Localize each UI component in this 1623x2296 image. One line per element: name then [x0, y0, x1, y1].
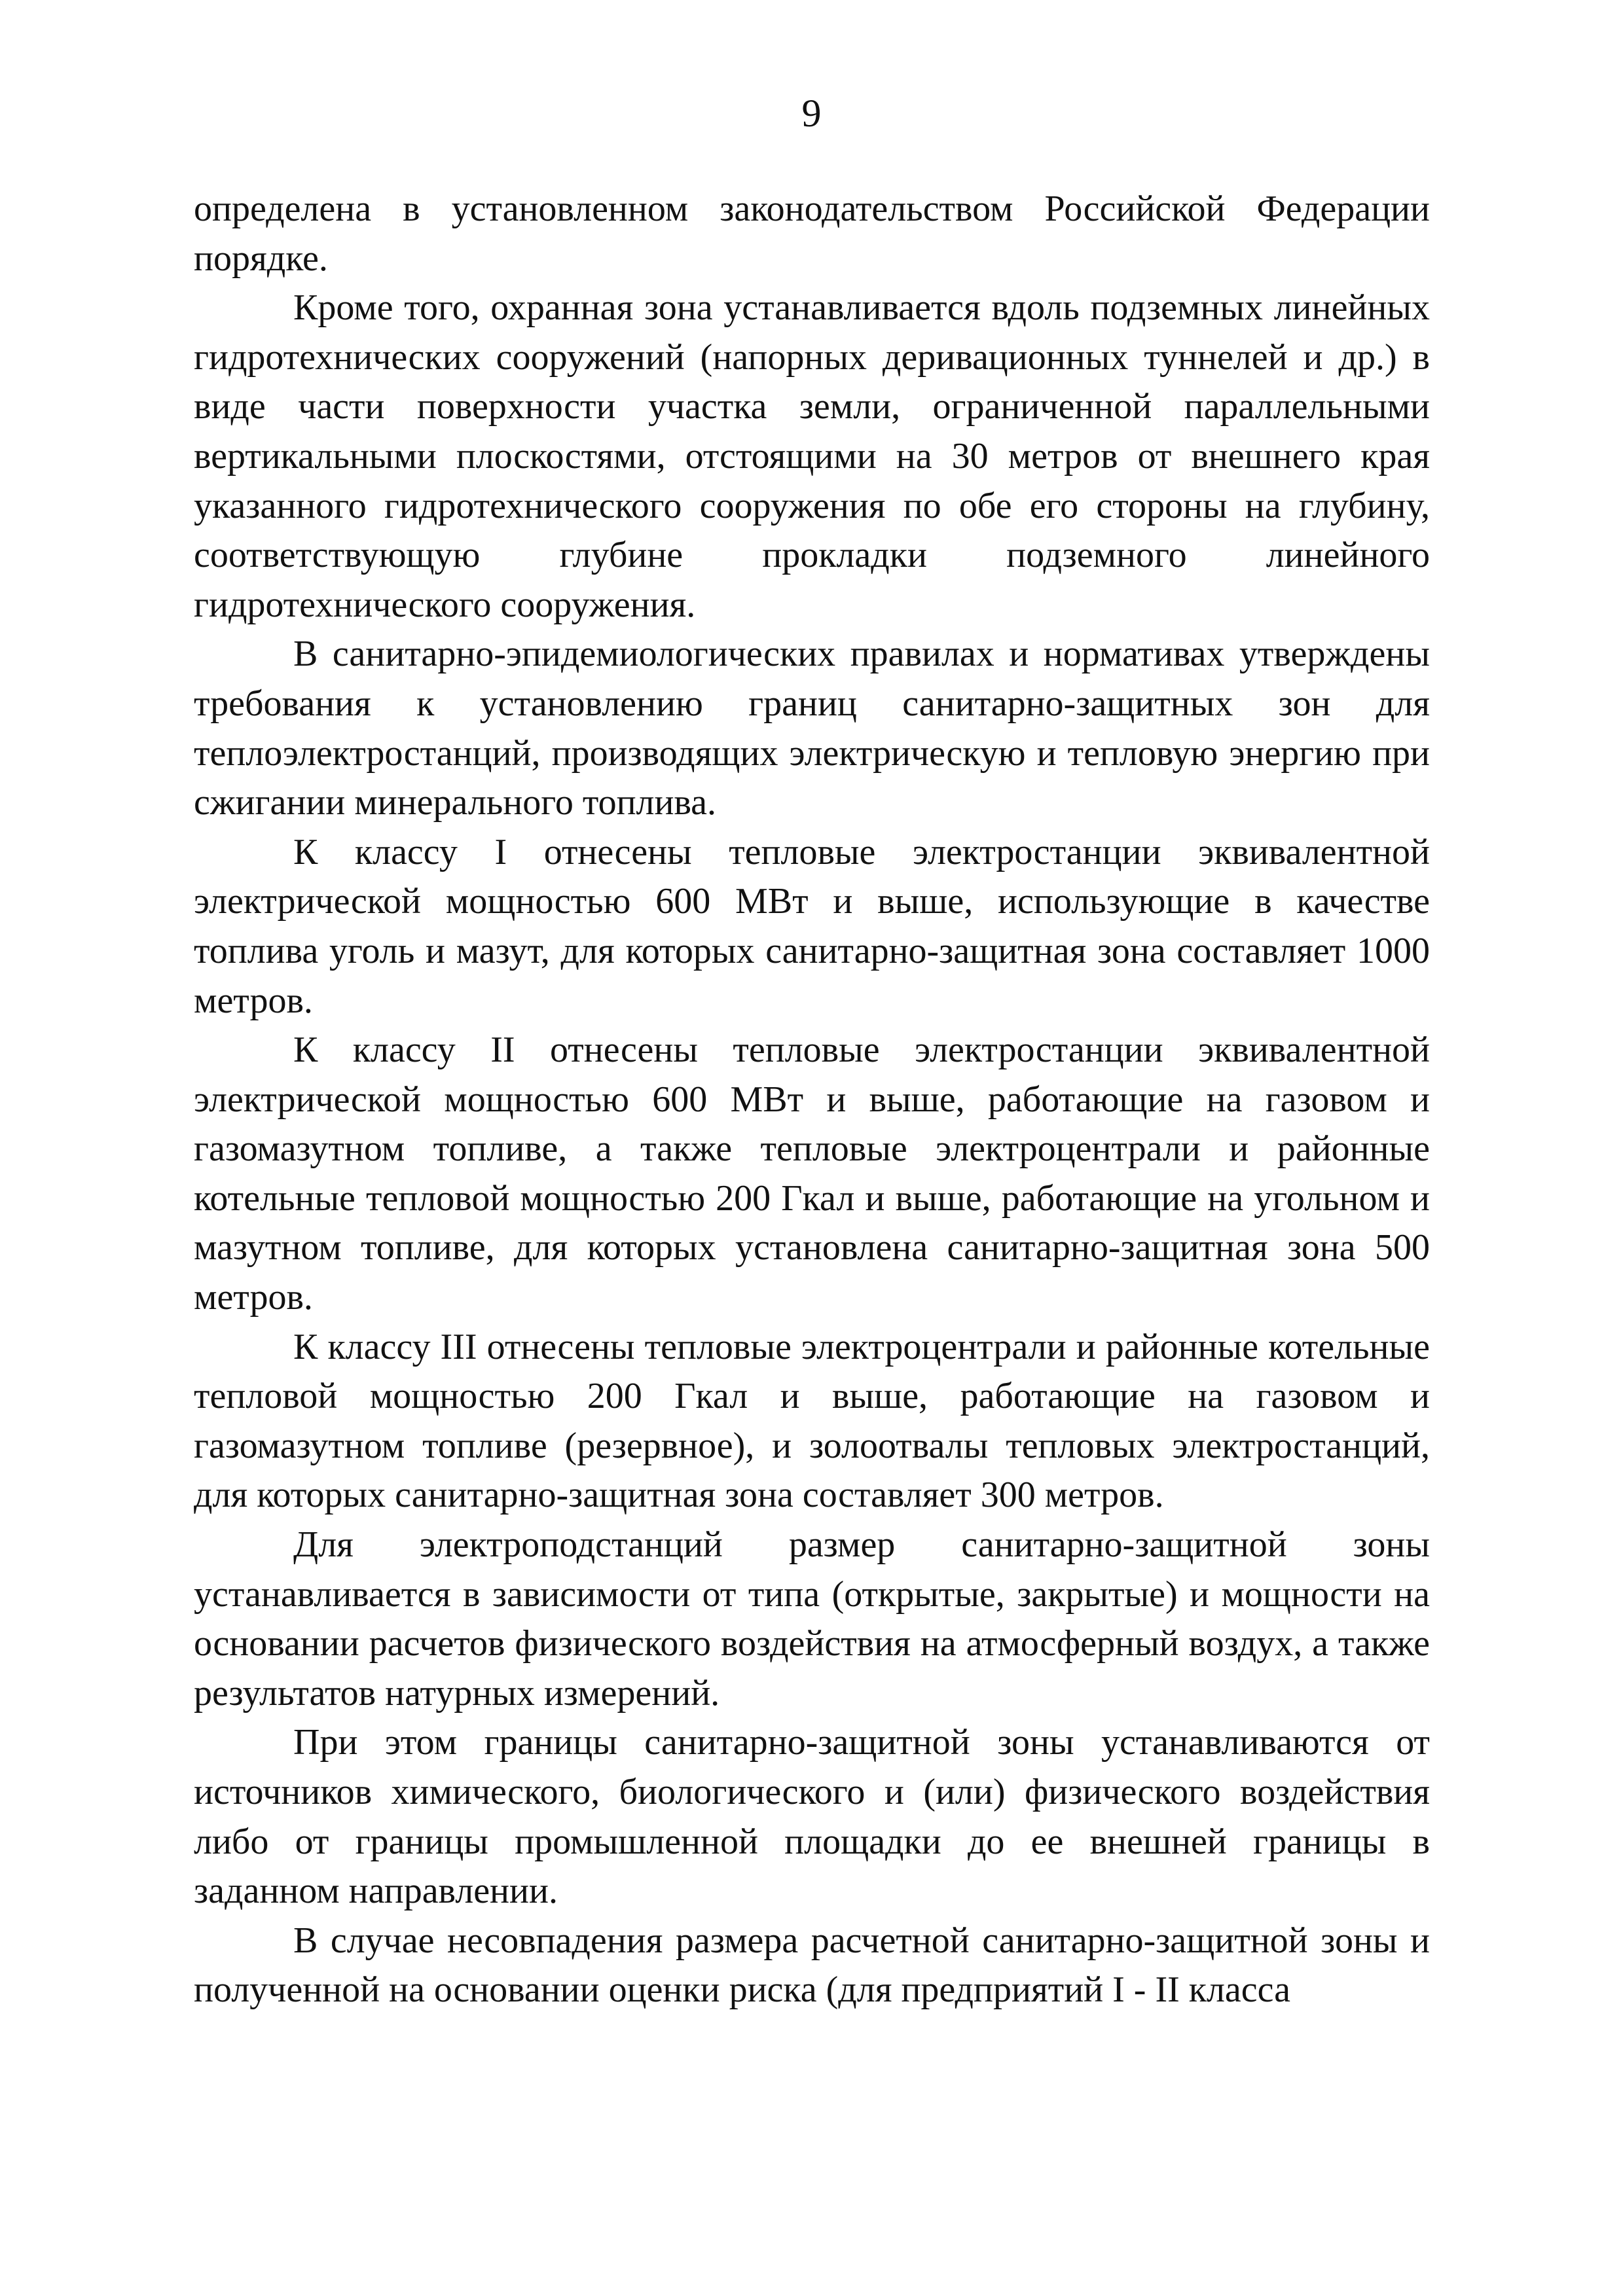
- paragraph-class-2: К классу II отнесены тепловые электростанции эквивалентной электрической мощностью 600 МВт и выше, работающие на газовом и газомазутном топливе, а также тепловые электроцентрали и районные котельные тепловой мощностью 200 Гкал и выше, работающие на угольном и мазутном топливе, для которых установлена санитарно-защитная зона 500 метров.: [194, 1030, 1430, 1318]
- page-number: 9: [801, 92, 822, 135]
- paragraph-substations: Для электроподстанций размер санитарно-защитной зоны устанавливается в зависимости от типа (открытые, закрытые) и мощности на основании расчетов физического воздействия на атмосферный воздух, а также результатов натурных измерений.: [194, 1524, 1430, 1713]
- paragraph-sanitary-rules: В санитарно-эпидемиологических правилах и нормативах утверждены требования к установлению границ санитарно-защитных зон для теплоэлектростанций, производящих электрическую и тепловую энергию при сжигании минерального топлива.: [194, 634, 1430, 823]
- paragraph-zone-boundaries: При этом границы санитарно-защитной зоны устанавливаются от источников химического, биологического и (или) физического воздействия либо от границы промышленной площадки до ее внешней границы в заданном направлении.: [194, 1722, 1430, 1912]
- paragraph-continuation: определена в установленном законодательством Российской Федерации порядке.: [194, 188, 1430, 279]
- paragraph-mismatch-case: В случае несовпадения размера расчетной санитарно-защитной зоны и полученной на основании оценки риска (для предприятий I - II класса: [194, 1920, 1430, 2011]
- paragraph-class-1: К классу I отнесены тепловые электростанции эквивалентной электрической мощностью 600 МВт и выше, использующие в качестве топлива уголь и мазут, для которых санитарно-защитная зона составляет 1000 метров.: [194, 831, 1430, 1021]
- paragraph-class-3: К классу III отнесены тепловые электроцентрали и районные котельные тепловой мощностью 200 Гкал и выше, работающие на газовом и газомазутном топливе (резервное), и золоотвалы тепловых электростанций, для которых санитарно-защитная зона составляет 300 метров.: [194, 1326, 1430, 1516]
- paragraph-underground-protection-zone: Кроме того, охранная зона устанавливается вдоль подземных линейных гидротехнических сооружений (напорных деривационных туннелей и др.) в виде части поверхности участка земли, ограниченной параллельными вертикальными плоскостями, отстоящими на 30 метров от внешнего края указанного гидротехнического сооружения по обе его стороны на глубину, соответствующую глубине прокладки подземного линейного гидротехнического сооружения.: [194, 287, 1430, 625]
- document-body: [194, 185, 1430, 2015]
